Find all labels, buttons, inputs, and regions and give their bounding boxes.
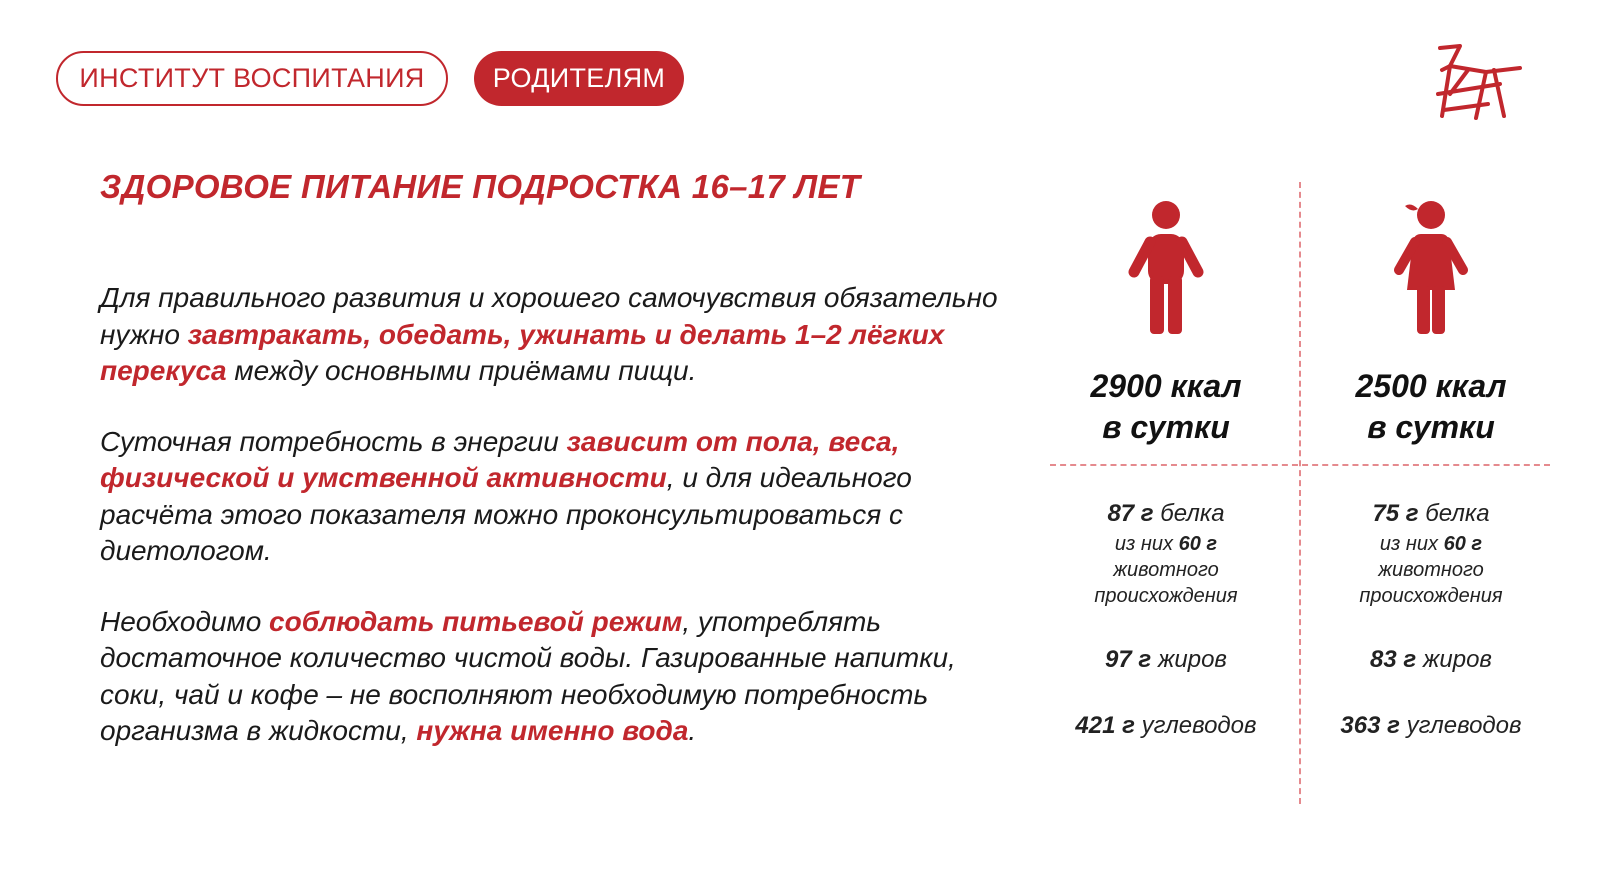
paragraph-energy xyxy=(100,424,1000,570)
paragraph-text: Суточная потребность в энергии xyxy=(100,425,567,457)
paragraph-text: , употреблять достаточное количество чистой воды. Газированные напитки, соки, чай и кофе – не восполняют необходимую потребность организма в жидкости, xyxy=(100,605,956,746)
institute-tag-label: ИНСТИТУТ ВОСПИТАНИЯ xyxy=(79,63,425,93)
girl-column xyxy=(1306,200,1556,739)
boy-kcal xyxy=(1041,366,1291,448)
boy-carbs xyxy=(1041,712,1291,740)
chair-horse-logo-icon xyxy=(1428,40,1524,122)
girl-protein xyxy=(1306,500,1556,609)
girl-animal-label-2: происхождения xyxy=(1359,585,1503,607)
girl-kcal-value: 2500 ккал xyxy=(1355,368,1507,404)
boy-animal-protein xyxy=(1041,531,1291,609)
girl-carb-value: 363 г xyxy=(1340,712,1400,739)
girl-protein-label: белка xyxy=(1418,500,1490,527)
boy-protein-value: 87 г xyxy=(1107,500,1154,527)
girl-animal-value: 60 г xyxy=(1443,533,1483,555)
paragraph-meals xyxy=(100,280,1000,390)
boy-per-day: в сутки xyxy=(1102,409,1230,445)
girl-carb-label: углеводов xyxy=(1399,712,1522,739)
girl-carbs xyxy=(1306,712,1556,740)
girl-per-day: в сутки xyxy=(1367,409,1495,445)
boy-carb-label: углеводов xyxy=(1134,712,1257,739)
girl-animal-protein xyxy=(1306,531,1556,609)
highlight-text: завтракать, обедать, ужинать и делать 1–2 лёгких перекуса xyxy=(100,318,945,386)
girl-fat-label: жиров xyxy=(1416,646,1492,673)
boy-fat-value: 97 г xyxy=(1105,646,1152,673)
paragraph-text: . xyxy=(688,715,697,746)
row-divider-horizontal xyxy=(1050,464,1550,466)
boy-carb-value: 421 г xyxy=(1075,712,1135,739)
paragraph-water xyxy=(100,604,1000,750)
boy-protein xyxy=(1041,500,1291,609)
girl-animal-prefix: из них xyxy=(1379,533,1444,555)
boy-animal-prefix: из них xyxy=(1114,533,1179,555)
paragraph-text: Для правильного развития и хорошего самочувствия обязательно нужно xyxy=(100,282,998,350)
highlight-text: зависит от пола, веса, физической и умственной активности xyxy=(100,425,900,493)
boy-fat xyxy=(1041,646,1291,674)
paragraph-text: между основными приёмами пищи. xyxy=(226,355,697,386)
boy-animal-value: 60 г xyxy=(1178,533,1218,555)
parents-tag-label: РОДИТЕЛЯМ xyxy=(492,63,666,93)
girl-protein-value: 75 г xyxy=(1372,500,1419,527)
boy-animal-label-2: происхождения xyxy=(1094,585,1238,607)
column-divider-vertical xyxy=(1299,182,1301,804)
paragraph-text: Необходимо xyxy=(100,605,270,637)
girl-animal-label-1: животного xyxy=(1378,559,1484,581)
girl-kcal xyxy=(1306,366,1556,448)
boy-protein-label: белка xyxy=(1153,500,1225,527)
boy-fat-label: жиров xyxy=(1151,646,1227,673)
girl-figure-icon xyxy=(1391,200,1471,336)
highlight-text: нужна именно вода xyxy=(416,715,689,746)
girl-fat xyxy=(1306,646,1556,674)
girl-fat-value: 83 г xyxy=(1370,646,1417,673)
parents-tag[interactable] xyxy=(474,51,684,106)
boy-column xyxy=(1041,200,1291,739)
page-title: ЗДОРОВОЕ ПИТАНИЕ ПОДРОСТКА 16–17 ЛЕТ xyxy=(100,168,861,205)
article-body xyxy=(100,280,1000,784)
boy-animal-label-1: животного xyxy=(1113,559,1219,581)
boy-figure-icon xyxy=(1126,200,1206,336)
boy-kcal-value: 2900 ккал xyxy=(1090,368,1242,404)
highlight-text: соблюдать питьевой режим xyxy=(269,605,683,637)
paragraph-text: , и для идеального расчёта этого показателя можно проконсультироваться с диетологом. xyxy=(100,462,912,566)
institute-tag[interactable] xyxy=(56,51,448,106)
